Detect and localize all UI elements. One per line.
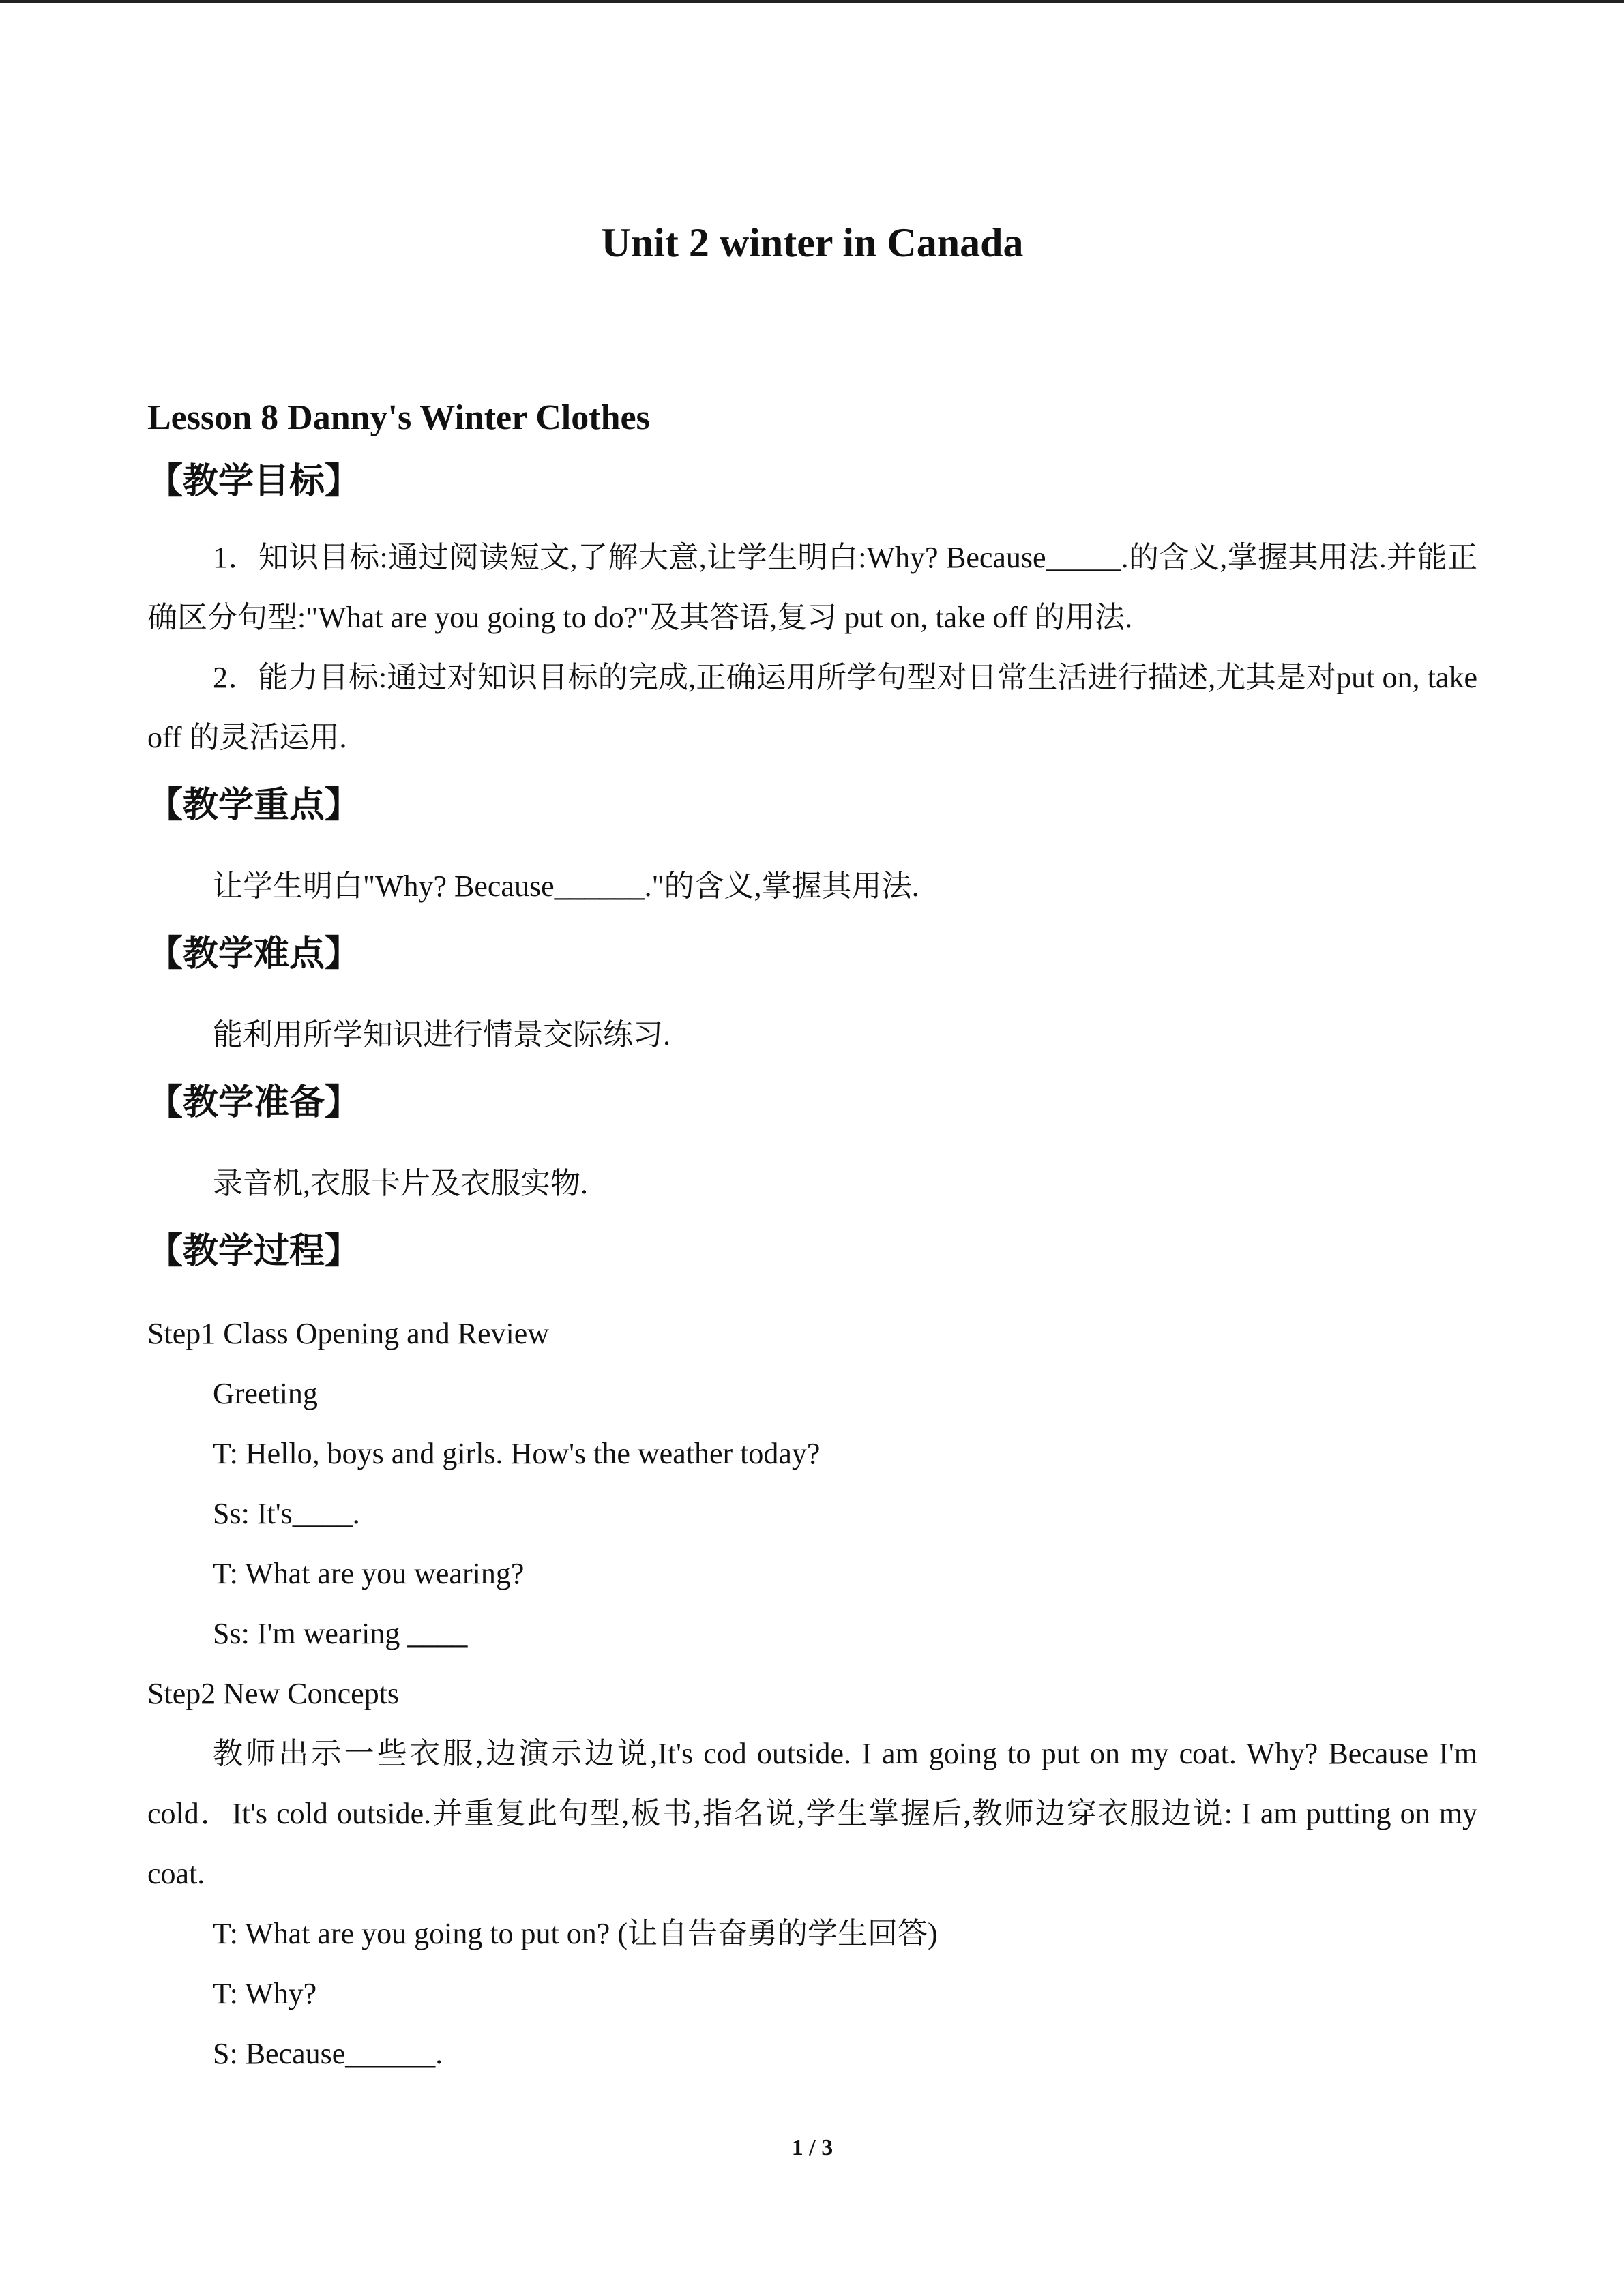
key-points-text: 让学生明白"Why? Because______."的含义,掌握其用法. [213, 869, 919, 903]
document-body [147, 387, 1477, 2084]
step1-line: T: What are you wearing? [213, 1557, 525, 1590]
section-heading-key-points: 【教学重点】 [147, 785, 361, 826]
section-heading-objectives: 【教学目标】 [147, 461, 361, 502]
document-page [147, 0, 1477, 2296]
step1-title: Step1 Class Opening and Review [147, 1317, 550, 1350]
step2-paragraph: 教师出示一些衣服,边演示边说,It's cod outside. I am going to put on my coat. Why? Because I'm cold．It's cold outside.并重复此句型,板书,指名说,学生掌握后,教师边穿衣服边说: I am putting on my coat. [147, 1737, 1477, 1890]
document-title: Unit 2 winter in Canada [601, 220, 1024, 265]
section-heading-difficulties: 【教学难点】 [147, 934, 361, 974]
section-heading-preparation: 【教学准备】 [147, 1082, 361, 1123]
step1-line: Ss: It's____. [213, 1497, 360, 1530]
objective-ability: 2．能力目标:通过对知识目标的完成,正确运用所学句型对日常生活进行描述,尤其是对put on, take off 的灵活运用. [147, 661, 1477, 754]
objective-knowledge: 1．知识目标:通过阅读短文,了解大意,让学生明白:Why? Because_____.的含义,掌握其用法.并能正确区分句型:"What are you going to do?"及其答语,复习 put on, take off 的用法. [147, 541, 1477, 634]
preparation-text: 录音机,衣服卡片及衣服实物. [213, 1167, 588, 1200]
difficulties-text: 能利用所学知识进行情景交际练习. [213, 1018, 670, 1052]
step1-line: Greeting [213, 1377, 318, 1410]
step2-line: T: Why? [213, 1977, 317, 2010]
step2-line: S: Because______. [213, 2037, 443, 2070]
section-heading-process: 【教学过程】 [147, 1231, 361, 1272]
step2-title: Step2 New Concepts [147, 1677, 400, 1710]
lesson-title: Lesson 8 Danny's Winter Clothes [147, 398, 650, 437]
page-number: 1 / 3 [791, 2135, 833, 2160]
step1-line: Ss: I'm wearing ____ [213, 1617, 468, 1650]
step2-line: T: What are you going to put on? (让自告奋勇的学生回答) [213, 1917, 938, 1950]
step1-line: T: Hello, boys and girls. How's the weather today? [213, 1437, 821, 1470]
